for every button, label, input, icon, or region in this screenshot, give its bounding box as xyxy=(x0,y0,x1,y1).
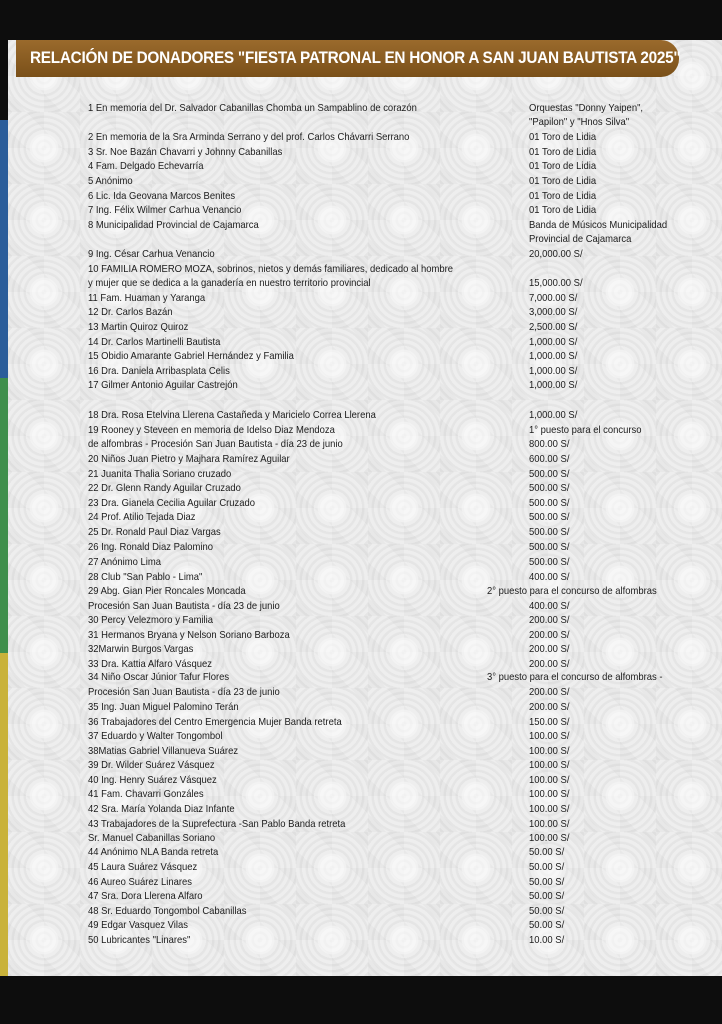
donation-amount: 20,000.00 S/ xyxy=(529,248,583,260)
donor-row xyxy=(0,845,722,859)
donor-row xyxy=(0,218,722,232)
donor-row xyxy=(0,904,722,918)
donation-amount: 100.00 S/ xyxy=(529,730,570,742)
donor-row xyxy=(0,364,722,378)
donation-amount: 100.00 S/ xyxy=(529,788,570,800)
donation-amount: 100.00 S/ xyxy=(529,774,570,786)
donor-name: Procesión San Juan Bautista - día 23 de junio xyxy=(88,686,280,698)
donation-amount: 01 Toro de Lidia xyxy=(529,146,597,158)
donor-name: 12 Dr. Carlos Bazán xyxy=(88,306,173,318)
donor-name: 17 Gilmer Antonio Aguilar Castrejón xyxy=(88,379,238,391)
donation-amount: 100.00 S/ xyxy=(529,818,570,830)
donor-name: Procesión San Juan Bautista - día 23 de junio xyxy=(88,600,280,612)
donation-amount: 1,000.00 S/ xyxy=(529,409,578,421)
donor-name: 34 Niño Oscar Júnior Tafur Flores xyxy=(88,671,230,683)
donation-amount: 500.00 S/ xyxy=(529,556,570,568)
donor-name: Sr. Manuel Cabanillas Soriano xyxy=(88,832,216,844)
donor-name: 49 Edgar Vasquez Vilas xyxy=(88,919,188,931)
donor-name: 32Marwin Burgos Vargas xyxy=(88,643,194,655)
donor-name: 4 Fam. Delgado Echevarría xyxy=(88,160,204,172)
donation-amount: 100.00 S/ xyxy=(529,832,570,844)
donation-amount: 50.00 S/ xyxy=(529,905,565,917)
donor-name: 45 Laura Suárez Vásquez xyxy=(88,861,198,873)
donor-row xyxy=(0,159,722,173)
page-title: RELACIÓN DE DONADORES "FIESTA PATRONAL EN HONOR A SAN JUAN BAUTISTA 2025" xyxy=(30,49,681,67)
donor-row xyxy=(0,232,722,246)
donation-amount: 3,000.00 S/ xyxy=(529,306,578,318)
donor-row xyxy=(0,189,722,203)
donor-row xyxy=(0,729,722,743)
donor-name: 46 Aureo Suárez Linares xyxy=(88,876,193,888)
donor-row xyxy=(0,670,722,684)
donor-name: 13 Martin Quiroz Quiroz xyxy=(88,321,189,333)
donation-amount: 400.00 S/ xyxy=(529,600,570,612)
donor-row xyxy=(0,758,722,772)
donor-name: 14 Dr. Carlos Martinelli Bautista xyxy=(88,336,221,348)
donor-name: 26 Ing. Ronald Diaz Palomino xyxy=(88,541,214,553)
donation-amount: 500.00 S/ xyxy=(529,468,570,480)
donation-amount: 200.00 S/ xyxy=(529,629,570,641)
donor-row xyxy=(0,467,722,481)
donor-name: y mujer que se dedica a la ganadería en nuestro territorio provincial xyxy=(88,277,371,289)
donation-amount: 500.00 S/ xyxy=(529,541,570,553)
donor-name: 30 Percy Velezmoro y Familia xyxy=(88,614,214,626)
donation-amount: Provincial de Cajamarca xyxy=(529,233,632,245)
donor-row xyxy=(0,613,722,627)
donor-row xyxy=(0,744,722,758)
bottom-band xyxy=(0,976,722,1024)
donor-name: 9 Ing. César Carhua Venancio xyxy=(88,248,215,260)
donor-row xyxy=(0,423,722,437)
donation-amount: 7,000.00 S/ xyxy=(529,292,578,304)
donor-row xyxy=(0,555,722,569)
donor-name: 18 Dra. Rosa Etelvina Llerena Castañeda y Maricielo Correa Llerena xyxy=(88,409,376,421)
donor-row xyxy=(0,481,722,495)
title-banner xyxy=(16,40,679,77)
donation-amount: 50.00 S/ xyxy=(529,876,565,888)
donor-name: 50 Lubricantes "Linares" xyxy=(88,934,191,946)
donor-row xyxy=(0,437,722,451)
donor-name: 38Matias Gabriel Villanueva Suárez xyxy=(88,745,239,757)
donation-amount: Orquestas "Donny Yaipen", xyxy=(529,102,644,114)
donor-row xyxy=(0,496,722,510)
donor-row xyxy=(0,831,722,845)
donation-amount: 500.00 S/ xyxy=(529,482,570,494)
donation-amount: 2° puesto para el concurso de alfombras xyxy=(487,585,657,597)
donor-name: 16 Dra. Daniela Arribasplata Celis xyxy=(88,365,230,377)
donor-row xyxy=(0,657,722,671)
donor-name: 20 Niños Juan Pietro y Majhara Ramírez Aguilar xyxy=(88,453,290,465)
donor-row xyxy=(0,599,722,613)
donation-amount: 2,500.00 S/ xyxy=(529,321,578,333)
donor-name: 10 FAMILIA ROMERO MOZA, sobrinos, nietos y demás familiares, dedicado al hombre xyxy=(88,263,454,275)
donation-amount: 50.00 S/ xyxy=(529,861,565,873)
donation-amount: 400.00 S/ xyxy=(529,571,570,583)
donor-row xyxy=(0,349,722,363)
donor-row xyxy=(0,860,722,874)
donor-row xyxy=(0,875,722,889)
donor-name: 15 Obidio Amarante Gabriel Hernández y Familia xyxy=(88,350,294,362)
donor-row xyxy=(0,570,722,584)
donation-amount: 1,000.00 S/ xyxy=(529,336,578,348)
donor-row xyxy=(0,291,722,305)
donor-row xyxy=(0,452,722,466)
donor-row xyxy=(0,715,722,729)
donation-amount: 500.00 S/ xyxy=(529,497,570,509)
donor-row xyxy=(0,510,722,524)
donation-amount: 150.00 S/ xyxy=(529,716,570,728)
donor-name: 6 Lic. Ida Geovana Marcos Benites xyxy=(88,190,236,202)
donor-name: 8 Municipalidad Provincial de Cajamarca xyxy=(88,219,259,231)
donor-name: 2 En memoria de la Sra Arminda Serrano y del prof. Carlos Chávarri Serrano xyxy=(88,131,410,143)
donor-name: 39 Dr. Wilder Suárez Vásquez xyxy=(88,759,215,771)
donor-name: 40 Ing. Henry Suárez Vásquez xyxy=(88,774,217,786)
donation-amount: 50.00 S/ xyxy=(529,890,565,902)
donor-row xyxy=(0,889,722,903)
donation-amount: 1° puesto para el concurso xyxy=(529,424,642,436)
donation-amount: 50.00 S/ xyxy=(529,846,565,858)
donation-amount: 10.00 S/ xyxy=(529,934,565,946)
donor-row xyxy=(0,918,722,932)
donation-amount: 100.00 S/ xyxy=(529,759,570,771)
donation-amount: 01 Toro de Lidia xyxy=(529,175,597,187)
donor-row xyxy=(0,685,722,699)
donor-name: 42 Sra. María Yolanda Diaz Infante xyxy=(88,803,235,815)
donation-amount: 50.00 S/ xyxy=(529,919,565,931)
donor-name: 27 Anónimo Lima xyxy=(88,556,162,568)
donor-name: 28 Club "San Pablo - Lima" xyxy=(88,571,203,583)
donor-row xyxy=(0,115,722,129)
donation-amount: 200.00 S/ xyxy=(529,686,570,698)
donation-amount: 200.00 S/ xyxy=(529,658,570,670)
donor-name: 41 Fam. Chavarri Gonzáles xyxy=(88,788,204,800)
donor-row xyxy=(0,642,722,656)
donor-row xyxy=(0,584,722,598)
donor-name: 48 Sr. Eduardo Tongombol Cabanillas xyxy=(88,905,247,917)
donor-row xyxy=(0,802,722,816)
donation-amount: 500.00 S/ xyxy=(529,511,570,523)
donor-row xyxy=(0,628,722,642)
donor-row xyxy=(0,101,722,115)
donation-amount: 01 Toro de Lidia xyxy=(529,190,597,202)
donor-name: 25 Dr. Ronald Paul Diaz Vargas xyxy=(88,526,221,538)
donor-row xyxy=(0,203,722,217)
donor-row xyxy=(0,276,722,290)
donor-name: 5 Anónimo xyxy=(88,175,133,187)
donor-name: 24 Prof. Atilio Tejada Diaz xyxy=(88,511,196,523)
donor-row xyxy=(0,408,722,422)
donor-row xyxy=(0,540,722,554)
donor-row xyxy=(0,933,722,947)
donation-amount: 200.00 S/ xyxy=(529,643,570,655)
donor-row xyxy=(0,130,722,144)
donation-amount: Banda de Músicos Municipalidad xyxy=(529,219,668,231)
donation-amount: 1,000.00 S/ xyxy=(529,350,578,362)
donor-row xyxy=(0,145,722,159)
donor-name: de alfombras - Procesión San Juan Bautista - día 23 de junio xyxy=(88,438,343,450)
donation-amount: 01 Toro de Lidia xyxy=(529,131,597,143)
donor-name: 1 En memoria del Dr. Salvador Cabanillas Chomba un Sampablino de corazón xyxy=(88,102,417,114)
donation-amount: 200.00 S/ xyxy=(529,614,570,626)
donor-name: 19 Rooney y Steveen en memoria de Idelso Diaz Mendoza xyxy=(88,424,335,436)
donor-name: 37 Eduardo y Walter Tongombol xyxy=(88,730,223,742)
donor-row xyxy=(0,773,722,787)
donor-row xyxy=(0,247,722,261)
donor-name: 21 Juanita Thalia Soriano cruzado xyxy=(88,468,232,480)
donation-amount: 01 Toro de Lidia xyxy=(529,160,597,172)
donor-row xyxy=(0,262,722,276)
donor-name: 29 Abg. Gian Pier Roncales Moncada xyxy=(88,585,246,597)
donation-amount: 1,000.00 S/ xyxy=(529,379,578,391)
donor-name: 11 Fam. Huaman y Yaranga xyxy=(88,292,206,304)
donor-row xyxy=(0,320,722,334)
donor-name: 36 Trabajadores del Centro Emergencia Mujer Banda retreta xyxy=(88,716,342,728)
donor-name: 31 Hermanos Bryana y Nelson Soriano Barboza xyxy=(88,629,290,641)
donation-amount: 100.00 S/ xyxy=(529,803,570,815)
donation-amount: 15,000.00 S/ xyxy=(529,277,583,289)
donor-row xyxy=(0,817,722,831)
donor-name: 35 Ing. Juan Miguel Palomino Terán xyxy=(88,701,239,713)
donor-row xyxy=(0,525,722,539)
donation-amount: 3° puesto para el concurso de alfombras - xyxy=(487,671,663,683)
donor-row xyxy=(0,335,722,349)
donor-name: 3 Sr. Noe Bazán Chavarri y Johnny Cabanillas xyxy=(88,146,283,158)
donation-amount: 01 Toro de Lidia xyxy=(529,204,597,216)
donor-name: 47 Sra. Dora Llerena Alfaro xyxy=(88,890,203,902)
donation-amount: 600.00 S/ xyxy=(529,453,570,465)
donor-row xyxy=(0,174,722,188)
donation-amount: 1,000.00 S/ xyxy=(529,365,578,377)
donor-name: 43 Trabajadores de la Suprefectura -San Pablo Banda retreta xyxy=(88,818,346,830)
donation-amount: 800.00 S/ xyxy=(529,438,570,450)
donation-amount: 100.00 S/ xyxy=(529,745,570,757)
donor-row xyxy=(0,378,722,392)
donation-amount: 200.00 S/ xyxy=(529,701,570,713)
donor-name: 22 Dr. Glenn Randy Aguilar Cruzado xyxy=(88,482,241,494)
donor-row xyxy=(0,700,722,714)
donation-amount: 500.00 S/ xyxy=(529,526,570,538)
donor-row xyxy=(0,305,722,319)
donor-row xyxy=(0,787,722,801)
donor-name: 23 Dra. Gianela Cecilia Aguilar Cruzado xyxy=(88,497,256,509)
donor-name: 33 Dra. Kattia Alfaro Vásquez xyxy=(88,658,212,670)
donor-name: 44 Anónimo NLA Banda retreta xyxy=(88,846,219,858)
donation-amount: "Papilon" y "Hnos Silva" xyxy=(529,116,630,128)
donor-name: 7 Ing. Félix Wilmer Carhua Venancio xyxy=(88,204,242,216)
